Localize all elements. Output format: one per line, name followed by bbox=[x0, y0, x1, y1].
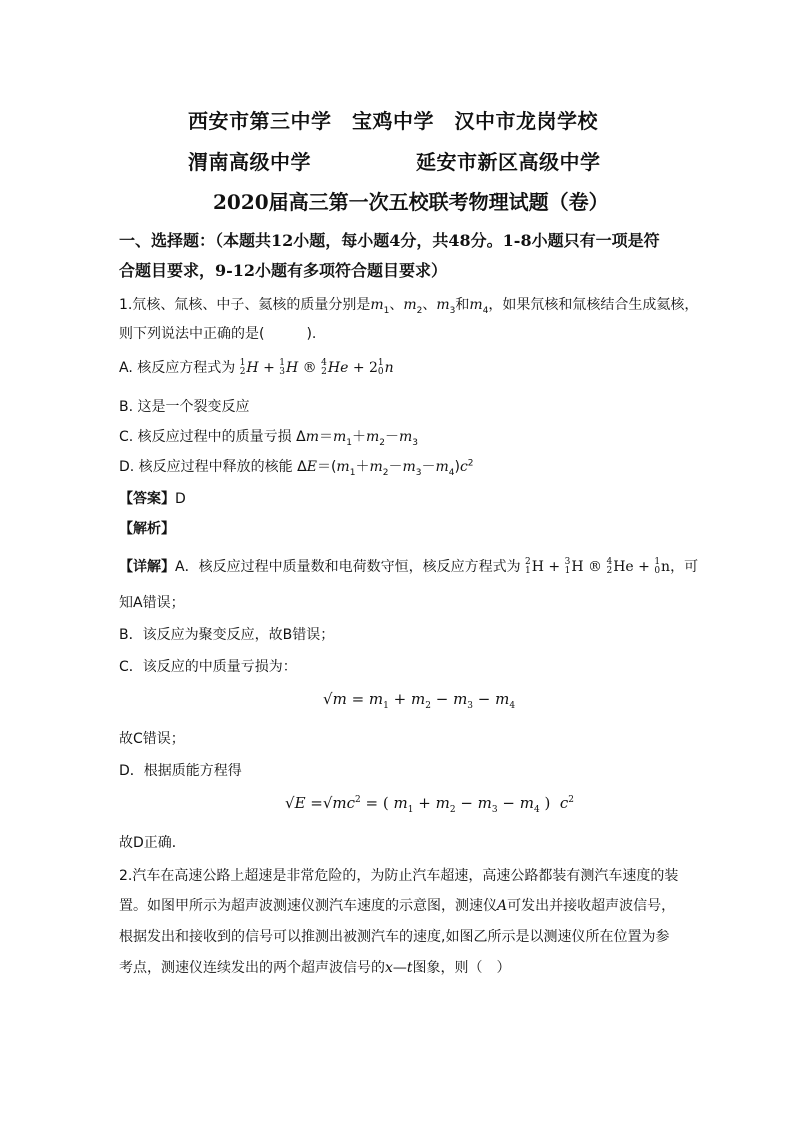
q1-option-c: C. 核反应过程中的质量亏损 $\Delta m=m_1+m_2-m_3$ bbox=[119, 429, 419, 448]
q1-option-d: D. 核反应过程中释放的核能 $\Delta E=(m_1+m_2-m_3-m_4)c^2$ bbox=[119, 458, 474, 478]
detail-b: B．该反应为聚变反应，故B错误； bbox=[119, 627, 335, 643]
q2-line-1: 2.汽车在高速公路上超速是非常危险的，为防止汽车超速，高速公路都装有测汽车速度的装 bbox=[119, 868, 679, 884]
detail-c-equation: $√m = m_1 + m_2 - m_3 - m_4$ bbox=[323, 690, 516, 711]
detail-a-text: A．核反应过程中质量数和电荷数守恒，核反应方程式为 bbox=[175, 559, 521, 575]
detail-d-conclusion: 故D正确． bbox=[119, 835, 186, 851]
q1-option-a-equation: 1 2 H + 1 3 H ® 4 2 He + 2 1 0 n bbox=[239, 358, 394, 377]
q1-option-c-label: C. 核反应过程中的质量亏损 Δ bbox=[119, 429, 306, 445]
q2-line-2 bbox=[119, 895, 675, 915]
q2-line-4-b: 图象，则（ ） bbox=[412, 960, 511, 976]
answer-value: D bbox=[175, 491, 186, 507]
q1-option-a bbox=[119, 357, 394, 377]
q2-line-2-a: 置。如图甲所示为超声波测速仪测汽车速度的示意图，测速仪 bbox=[119, 898, 497, 914]
q1-answer bbox=[119, 488, 186, 508]
section-heading-line-1: 一、选择题：（本题共12小题，每小题4分，共48分。1-8小题只有一项是符 bbox=[119, 231, 660, 250]
q1-stem-text-b: ，如果氘核和氚核结合生成氦核， bbox=[488, 297, 699, 313]
detail-d: D．根据质能方程得 bbox=[119, 763, 242, 779]
detail-a-line-2: 知A错误； bbox=[119, 595, 185, 611]
section-heading-line-2: 合题目要求，9-12小题有多项符合题目要求） bbox=[119, 261, 448, 280]
school-line-2-left: 渭南高级中学 bbox=[188, 150, 311, 174]
answer-label: 【答案】 bbox=[119, 491, 175, 507]
analysis-label: 【解析】 bbox=[119, 521, 175, 537]
detail-c: C．该反应的中质量亏损为： bbox=[119, 659, 297, 675]
q2-line-2-b: 可发出并接收超声波信号， bbox=[507, 898, 676, 914]
detail-a-end: ，可 bbox=[670, 559, 699, 575]
detail-label: 【详解】 bbox=[119, 559, 175, 575]
school-line-1: 西安市第三中学 宝鸡中学 汉中市龙岗学校 bbox=[188, 109, 598, 133]
q1-option-d-label: D. 核反应过程中释放的核能 Δ bbox=[119, 459, 307, 475]
q1-stem-line-1: 1.氘核、氚核、中子、氦核的质量分别是$m_1$、$m_2$、$m_3$和$m_4$，如果氘核和氚核结合生成氦核， bbox=[119, 297, 699, 316]
detail-c-conclusion: 故C错误； bbox=[119, 731, 185, 747]
exam-title: 2020届高三第一次五校联考物理试题（卷） bbox=[213, 190, 609, 214]
detail-a-equation: 2 1 H + 3 1 H ® 4 2 He + 1 0 n bbox=[525, 557, 671, 576]
q2-line-4 bbox=[119, 957, 511, 977]
q1-stem-and: 和 bbox=[455, 297, 470, 313]
q1-stem-line-2: 则下列说法中正确的是( ). bbox=[119, 326, 317, 342]
detail-d-equation: $√E =√mc^2$ = ( $m_1 + m_2 - m_3 - m_4$ ) $c^2$ bbox=[285, 794, 575, 815]
detail-a-line-1 bbox=[119, 556, 698, 576]
q1-option-b: B. 这是一个裂变反应 bbox=[119, 399, 250, 415]
q1-option-a-label: A. 核反应方程式为 bbox=[119, 360, 236, 376]
q2-line-4-a: 考点，测速仪连续发出的两个超声波信号的 bbox=[119, 960, 385, 976]
q2-var-xt: x—t bbox=[385, 960, 413, 976]
q2-line-3: 根据发出和接收到的信号可以推测出被测汽车的速度,如图乙所示是以测速仪所在位置为参 bbox=[119, 929, 670, 945]
q2-var-a: A bbox=[497, 898, 508, 914]
q1-stem-text-a: 1.氘核、氚核、中子、氦核的质量分别是 bbox=[119, 297, 371, 313]
school-line-2-right: 延安市新区高级中学 bbox=[416, 150, 601, 174]
